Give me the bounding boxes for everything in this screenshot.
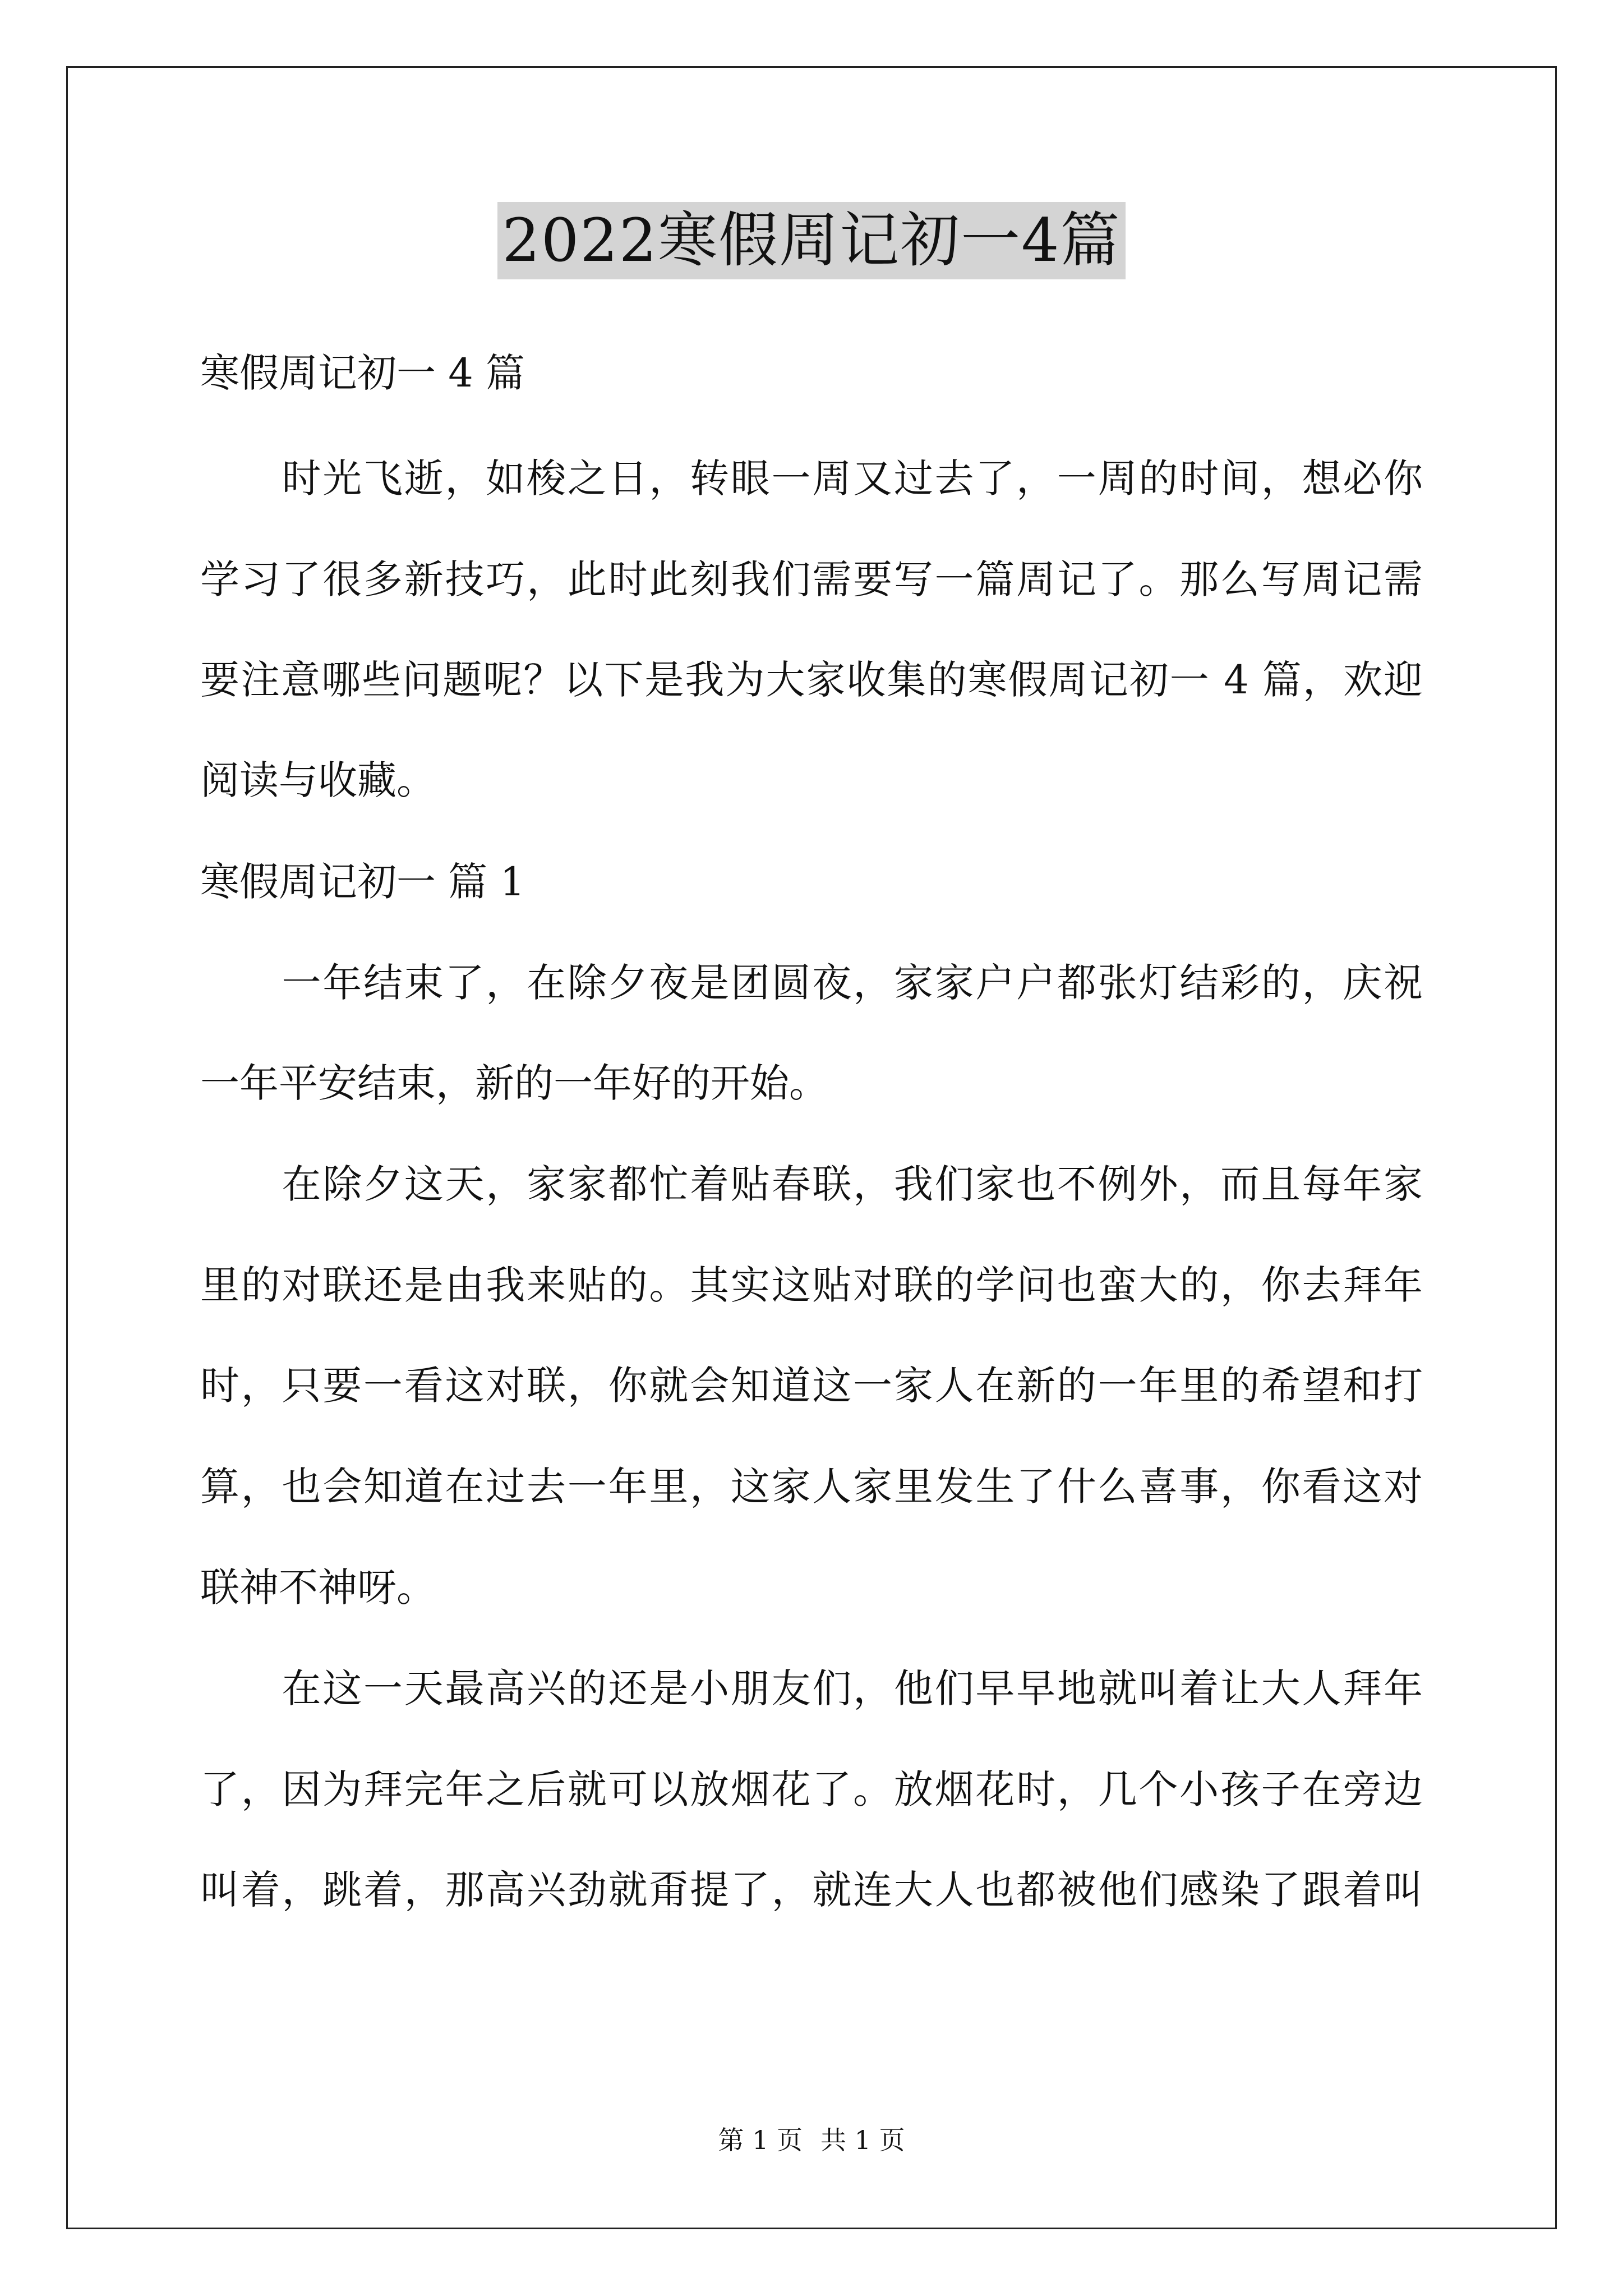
page-footer [0,2123,1623,2157]
document-title: 2022寒假周记初一4篇 [497,202,1125,279]
paragraph-line: 时，只要一看这对联，你就会知道这一家人在新的一年里的希望和打 [200,1363,1423,1409]
paragraph-line: 了，因为拜完年之后就可以放烟花了。放烟花时，几个小孩子在旁边 [200,1766,1423,1812]
paragraph-line: 时光飞逝，如梭之日，转眼一周又过去了，一周的时间，想必你 [200,455,1423,501]
paragraph-line: 学习了很多新技巧，此时此刻我们需要写一篇周记了。那么写周记需 [200,556,1423,602]
page-total: 共 1 页 [820,2125,905,2155]
paragraph-line: 一年平安结束，新的一年好的开始。 [200,1060,828,1106]
section-heading: 寒假周记初一 篇 1 [200,859,525,905]
subtitle-line: 寒假周记初一 4 篇 [200,350,525,396]
document-body [200,303,1423,2070]
page-number: 第 1 页 [718,2125,803,2155]
title-container [0,202,1623,279]
paragraph-line: 里的对联还是由我来贴的。其实这贴对联的学问也蛮大的，你去拜年 [200,1262,1423,1308]
paragraph-line: 叫着，跳着，那高兴劲就甭提了，就连大人也都被他们感染了跟着叫 [200,1867,1423,1913]
paragraph-line: 算，也会知道在过去一年里，这家人家里发生了什么喜事，你看这对 [200,1464,1423,1510]
paragraph-line: 要注意哪些问题呢？以下是我为大家收集的寒假周记初一 4 篇，欢迎 [200,657,1423,703]
paragraph-line: 在除夕这天，家家都忙着贴春联，我们家也不例外，而且每年家 [200,1161,1423,1207]
paragraph-line: 阅读与收藏。 [200,757,436,803]
paragraph-line: 一年结束了，在除夕夜是团圆夜，家家户户都张灯结彩的，庆祝 [200,960,1423,1006]
paragraph-line: 联神不神呀。 [200,1565,436,1611]
paragraph-line: 在这一天最高兴的还是小朋友们，他们早早地就叫着让大人拜年 [200,1665,1423,1711]
